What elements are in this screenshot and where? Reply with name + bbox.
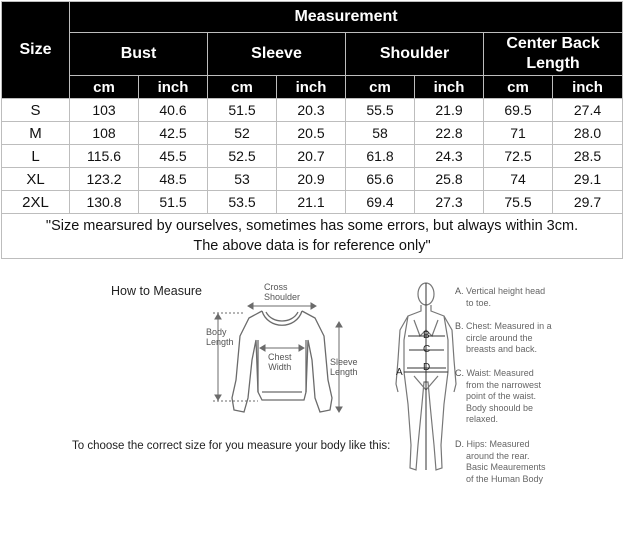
unit-header: inch [277,76,346,99]
table-cell: 53 [208,168,277,191]
legend-text: to toe. [466,297,492,308]
cross-shoulder-label [264,282,300,302]
table-cell: 20.9 [277,168,346,191]
table-cell: 28.0 [553,122,623,145]
table-cell: 48.5 [139,168,208,191]
legend-text: around the rear. [466,450,530,461]
how-to-measure-title: How to Measure [111,284,203,298]
legend-key: C. [455,368,464,378]
note-line-2: The above data is for reference only" [193,238,431,254]
table-cell: 22.8 [415,122,484,145]
table-cell: 58 [346,122,415,145]
size-label: L [2,145,70,168]
legend-text: circle around the [466,332,533,343]
table-cell: 51.5 [208,99,277,122]
size-header: Size [2,2,70,99]
body-length-label [206,327,234,347]
table-cell: 69.4 [346,191,415,214]
size-label: 2XL [2,191,70,214]
table-cell: 103 [70,99,139,122]
table-cell: 69.5 [484,99,553,122]
table-cell: 71 [484,122,553,145]
table-cell: 20.3 [277,99,346,122]
legend-text: Body shoould be [466,402,534,413]
table-cell: 108 [70,122,139,145]
chest-width-label-line: Chest [268,352,292,362]
legend-text: Waist: Measured [466,368,534,378]
table-cell: 55.5 [346,99,415,122]
legend-text: breasts and back. [466,344,538,354]
table-cell: 21.1 [277,191,346,214]
group-header-shoulder: Shoulder [346,33,484,76]
legend-text: Chest: Measured in a [466,321,552,331]
group-header-center-back-length: Center Back Length [484,33,623,76]
table-cell: 24.3 [415,145,484,168]
legend-text: Hips: Measured [466,439,530,449]
table-cell: 42.5 [139,122,208,145]
legend-text: relaxed. [466,414,499,424]
unit-header: inch [139,76,208,99]
measurement-title: Measurement [70,2,623,33]
size-label: S [2,99,70,122]
legend-key: B. [455,321,464,331]
table-cell: 123.2 [70,168,139,191]
table-cell: 27.4 [553,99,623,122]
unit-header: inch [415,76,484,99]
table-cell: 115.6 [70,145,139,168]
table-cell: 29.1 [553,168,623,191]
legend-item-b [455,321,552,356]
figure-letter-a: A [396,367,403,378]
group-header-bust: Bust [70,33,208,76]
figure-letter-c: C [423,344,431,355]
table-cell: 51.5 [139,191,208,214]
legend-text: Vertical height head [466,286,546,296]
cross-shoulder-label-line: Shoulder [264,292,301,302]
unit-header: cm [208,76,277,99]
table-cell: 52 [208,122,277,145]
legend-key: A. [455,286,464,296]
unit-header: cm [484,76,553,99]
legend-text: of the Human Body [466,473,544,484]
chest-width-label [268,352,292,372]
note-line-1: "Size mearsured by ourselves, sometimes has some errors, but always within 3cm. [45,218,579,234]
size-label: M [2,122,70,145]
table-cell: 45.5 [139,145,208,168]
table-cell: 61.8 [346,145,415,168]
legend-text: from the narrowest [466,379,542,390]
table-cell: 75.5 [484,191,553,214]
measure-instruction: To choose the correct size for you measure your body like this: [72,440,391,452]
legend-item-c [455,368,541,426]
table-cell: 74 [484,168,553,191]
table-cell: 72.5 [484,145,553,168]
body-length-label-line: Length [206,337,234,347]
size-label: XL [2,168,70,191]
legend-key: D. [455,439,464,449]
sleeve-length-label-line: Sleeve [330,357,358,367]
unit-header: cm [70,76,139,99]
table-cell: 28.5 [553,145,623,168]
unit-header: inch [553,76,623,99]
table-cell: 25.8 [415,168,484,191]
table-cell: 52.5 [208,145,277,168]
sleeve-length-label-line: Length [330,367,358,377]
table-cell: 65.6 [346,168,415,191]
legend-text: point of the waist. [466,391,537,401]
body-length-label-line: Body [206,327,227,337]
table-cell: 20.7 [277,145,346,168]
legend-item-a [455,286,545,309]
chest-width-label-line: Width [268,362,292,372]
sleeve-length-label [330,357,358,377]
table-cell: 27.3 [415,191,484,214]
table-cell: 53.5 [208,191,277,214]
table-cell: 21.9 [415,99,484,122]
group-header-sleeve: Sleeve [208,33,346,76]
table-cell: 20.5 [277,122,346,145]
legend-item-d [455,439,546,485]
legend-text: Basic Meaurements [466,462,546,472]
figure-letter-b: B [423,330,430,341]
cross-shoulder-label-line: Cross [264,282,288,292]
table-cell: 29.7 [553,191,623,214]
figure-letter-d: D [423,362,431,373]
table-cell: 130.8 [70,191,139,214]
unit-header: cm [346,76,415,99]
table-cell: 40.6 [139,99,208,122]
